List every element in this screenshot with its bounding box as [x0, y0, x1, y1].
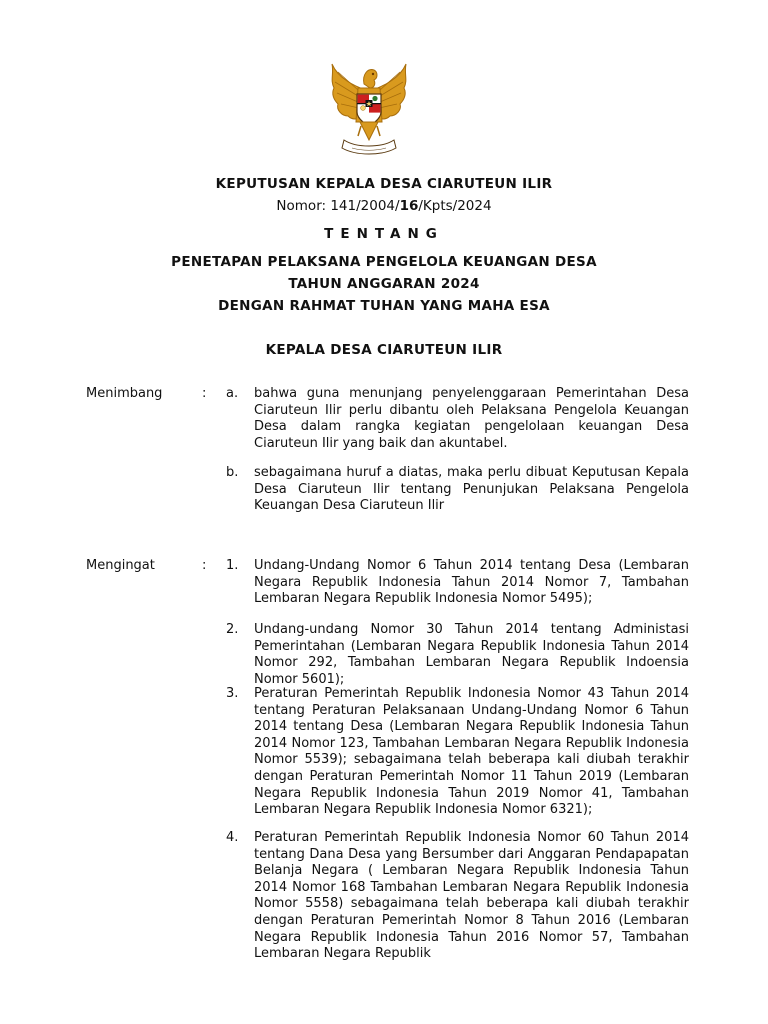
authority-heading: KEPALA DESA CIARUTEUN ILIR	[265, 342, 503, 358]
decree-title: KEPUTUSAN KEPALA DESA CIARUTEUN ILIR	[215, 176, 553, 192]
menimbang-label: Menimbang	[86, 386, 163, 401]
tentang-heading: TENTANG	[324, 226, 444, 242]
mengingat-marker-3: 3.	[226, 686, 239, 701]
subject-line-1: PENETAPAN PELAKSANA PENGELOLA KEUANGAN DESA	[171, 254, 597, 270]
mengingat-label: Mengingat	[86, 558, 155, 573]
garuda-tail	[360, 122, 378, 140]
subject-line-3: DENGAN RAHMAT TUHAN YANG MAHA ESA	[218, 298, 550, 314]
decree-number: Nomor: 141/2004/16/Kpts/2024	[276, 198, 492, 214]
menimbang-marker-b: b.	[226, 465, 239, 480]
menimbang-marker-a: a.	[226, 386, 239, 401]
garuda-head	[364, 70, 377, 88]
mengingat-item-3: Peraturan Pemerintah Republik Indonesia Nomor 43 Tahun 2014 tentang Peraturan Pelaksanaan Undang-Undang Nomor 6 Tahun 2014 tentang Desa (Lembaran Negara Republik Indonesia Tahun 2014 Nomor 123, Tambahan Lembaran Negara Republik Indonesia Nomor 5539); sebagaimana telah beberapa kali diubah terakhir dengan Peraturan Pemerintah Nomor 11 Tahun 2019 (Lembaran Negara Republik Indonesia Tahun 2019 Nomor 41, Tambahan Lembaran Negara Republik Indonesia Nomor 6321);	[254, 686, 689, 818]
mengingat-marker-4: 4.	[226, 830, 239, 845]
menimbang-item-a: bahwa guna menunjang penyelenggaraan Pemerintahan Desa Ciaruteun Ilir perlu dibantu oleh Pelaksana Pengelola Keuangan Desa dalam rangka kegiatan pengelolaan keuangan Desa Ciaruteun Ilir yang baik dan akuntabel.	[254, 386, 689, 451]
garuda-emblem	[328, 60, 410, 158]
mengingat-item-2: Undang-undang Nomor 30 Tahun 2014 tentang Administasi Pemerintahan (Lembaran Negara Republik Indonesia Tahun 2014 Nomor 292, Tambahan Lembaran Negara Republik Indoensia Nomor 5601);	[254, 622, 689, 687]
mengingat-item-1: Undang-Undang Nomor 6 Tahun 2014 tentang Desa (Lembaran Negara Republik Indonesia Tahun 2014 Nomor 7, Tambahan Lembaran Negara Republik Indonesia Nomor 5495);	[254, 558, 689, 607]
menimbang-colon: :	[202, 386, 207, 401]
menimbang-item-b: sebagaimana huruf a diatas, maka perlu dibuat Keputusan Kepala Desa Ciaruteun Ilir tentang Penunjukan Pelaksana Pengelola Keuangan Desa Ciaruteun Ilir	[254, 465, 689, 514]
garuda-motto-ribbon	[342, 140, 396, 154]
subject-line-2: TAHUN ANGGARAN 2024	[288, 276, 480, 292]
mengingat-marker-2: 2.	[226, 622, 239, 637]
mengingat-marker-1: 1.	[226, 558, 239, 573]
mengingat-colon: :	[202, 558, 207, 573]
mengingat-item-4: Peraturan Pemerintah Republik Indonesia Nomor 60 Tahun 2014 tentang Dana Desa yang Bersumber dari Anggaran Pendapapatan Belanja Negara ( Lembaran Negara Republik Indonesia Tahun 2014 Nomor 168 Tambahan Lembaran Negara Republik Indonesia Nomor 5558) sebagaimana telah beberapa kali diubah terakhir dengan Peraturan Pemerintah Nomor 8 Tahun 2016 (Lembaran Negara Republik Indonesia Tahun 2016 Nomor 57, Tambahan Lembaran Negara Republik	[254, 830, 689, 962]
